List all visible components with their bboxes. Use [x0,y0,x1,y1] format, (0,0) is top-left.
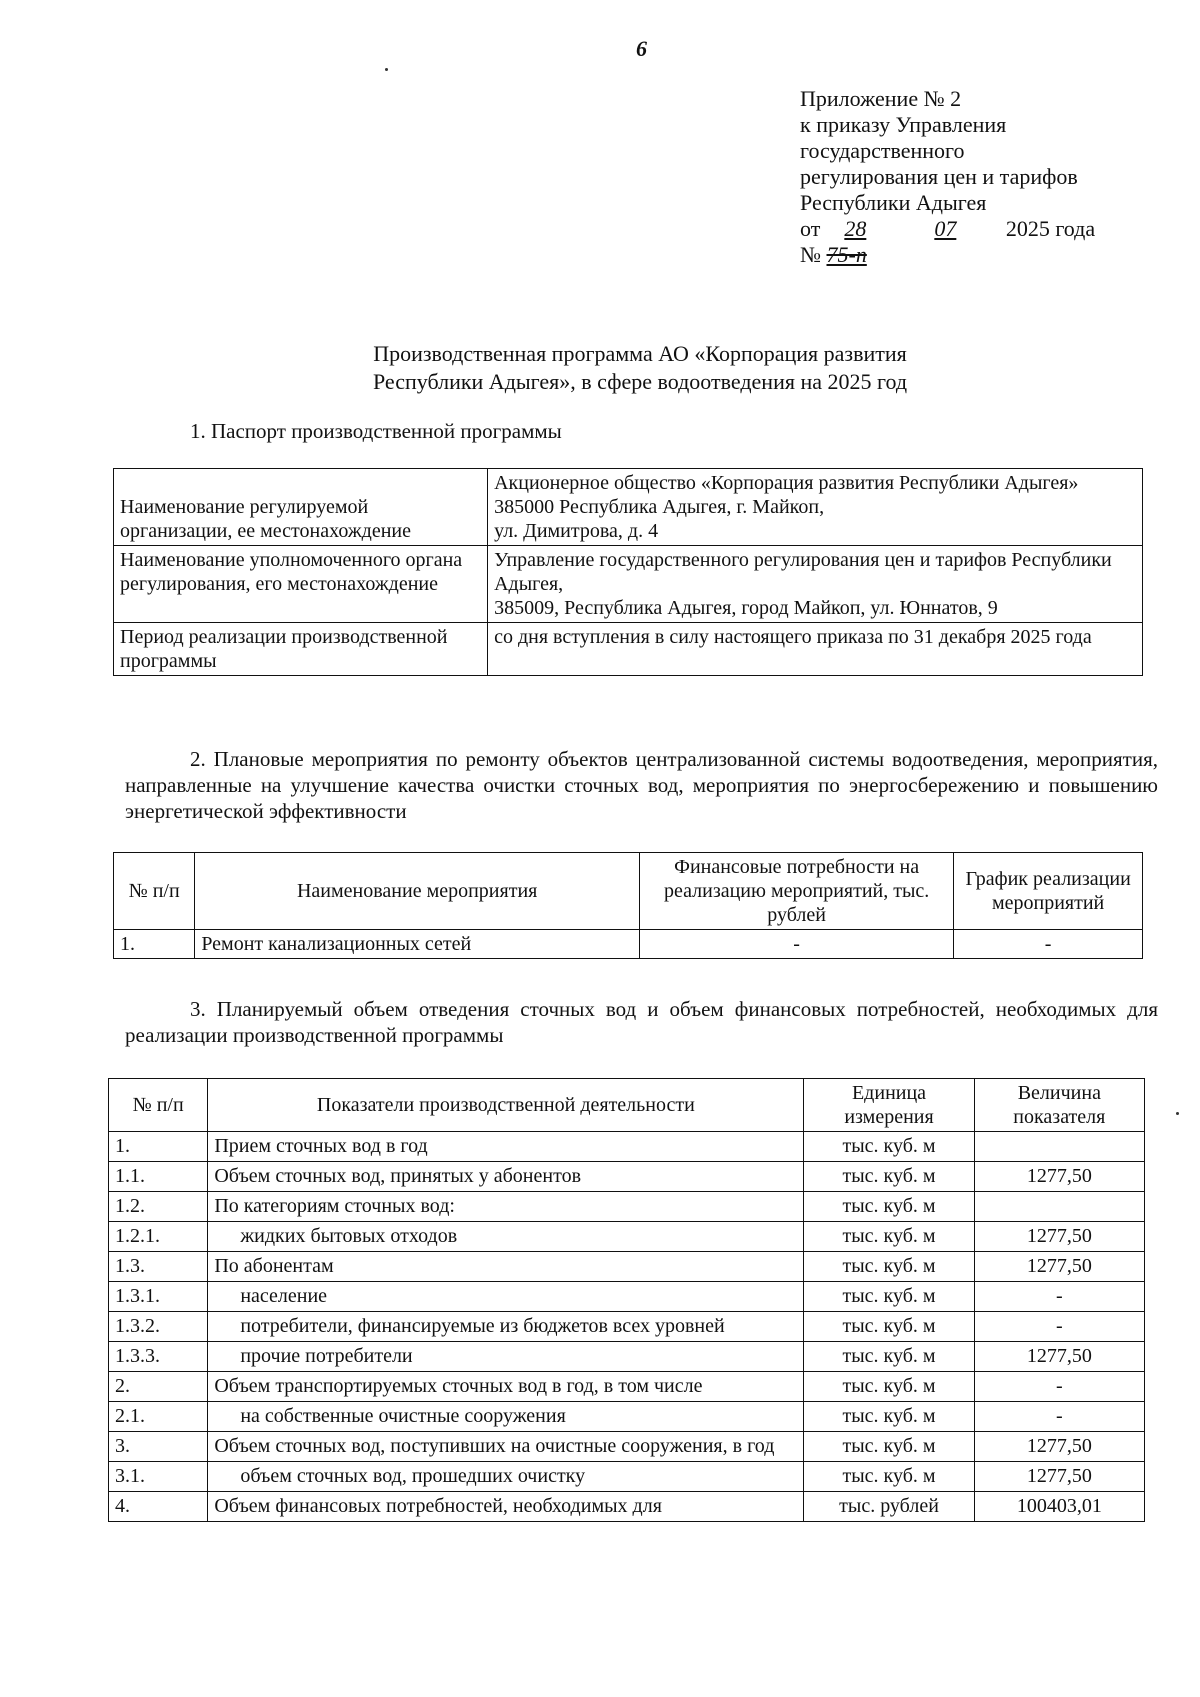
cell-num: 1.3.3. [109,1342,208,1372]
table-row [109,1282,1145,1312]
column-header: № п/п [114,853,195,930]
passport-value [488,546,1143,623]
table-row [109,1492,1145,1522]
appendix-line: регулирования цен и тарифов [800,164,1078,189]
cell-name: Объем сточных вод, поступивших на очистные сооружения, в год [208,1432,804,1462]
cell-name: По категориям сточных вод: [208,1192,804,1222]
appendix-line: Приложение № 2 [800,86,962,111]
cell-value: - [974,1402,1144,1432]
cell-value: - [974,1312,1144,1342]
cell-name: потребители, финансируемые из бюджетов всех уровней [208,1312,804,1342]
table-row [114,546,1143,623]
cell-name: прочие потребители [208,1342,804,1372]
scan-speck [1176,1112,1179,1115]
cell-name: жидких бытовых отходов [208,1222,804,1252]
passport-value: со дня вступления в силу настоящего приказа по 31 декабря 2025 года [488,623,1143,676]
cell-unit: тыс. куб. м [804,1432,974,1462]
table-row [114,623,1143,676]
column-header: № п/п [109,1079,208,1132]
value-line: 385009, Республика Адыгея, город Майкоп, ул. Юннатов, 9 [494,597,998,619]
cell-value [974,1192,1144,1222]
cell-num: 2. [109,1372,208,1402]
cell-num: 3.1. [109,1462,208,1492]
table-row [109,1312,1145,1342]
passport-key: Наименование уполномоченного органа регулирования, его местонахождение [114,546,488,623]
cell-num: 3. [109,1432,208,1462]
cell-unit: тыс. куб. м [804,1282,974,1312]
cell-num: 1.2.1. [109,1222,208,1252]
cell-value: 1277,50 [974,1162,1144,1192]
table-row [109,1402,1145,1432]
appendix-date [800,216,1095,242]
cell-name: Ремонт канализационных сетей [195,930,640,959]
section3-heading: 3. Планируемый объем отведения сточных вод и объем финансовых потребностей, необходимых для реализации производственной программы [125,997,1158,1047]
number-prefix: № [800,242,821,267]
cell-unit: тыс. куб. м [804,1162,974,1192]
table-header-row [109,1079,1145,1132]
cell-num: 1. [114,930,195,959]
handwritten-month: 07 [934,216,957,241]
cell-name: Прием сточных вод в год [208,1132,804,1162]
cell-value: 1277,50 [974,1432,1144,1462]
table-row [109,1132,1145,1162]
cell-num: 1.2. [109,1192,208,1222]
cell-num: 1. [109,1132,208,1162]
cell-schedule: - [954,930,1143,959]
handwritten-day: 28 [844,216,867,241]
passport-key: Наименование регулируемой организации, ее местонахождение [114,469,488,546]
passport-table [113,468,1143,676]
cell-name: Объем сточных вод, принятых у абонентов [208,1162,804,1192]
cell-value: 1277,50 [974,1462,1144,1492]
appendix-line: государственного [800,138,965,163]
passport-value [488,469,1143,546]
cell-num: 4. [109,1492,208,1522]
cell-value: 1277,50 [974,1222,1144,1252]
handwritten-number: 75-п [826,242,867,267]
cell-num: 1.3. [109,1252,208,1282]
title-line: Производственная программа АО «Корпорация развития [373,341,907,366]
title-line: Республики Адыгея», в сфере водоотведения на 2025 год [372,369,908,394]
cell-unit: тыс. куб. м [804,1312,974,1342]
cell-value: - [974,1372,1144,1402]
scan-speck [385,68,388,71]
cell-unit: тыс. куб. м [804,1132,974,1162]
table-row [114,930,1143,959]
cell-num: 1.3.2. [109,1312,208,1342]
date-prefix: от [800,216,821,241]
date-suffix: 2025 года [1005,216,1096,241]
section2-heading: 2. Плановые мероприятия по ремонту объектов централизованной системы водоотведения, мероприятия, направленные на улучшение качества очистки сточных вод, мероприятия по энергосбережению и повышению энергетической эффективности [125,747,1158,823]
cell-num: 2.1. [109,1402,208,1432]
table-row [109,1252,1145,1282]
appendix-number [800,242,1095,268]
cell-finance: - [640,930,954,959]
table-row [109,1462,1145,1492]
cell-unit: тыс. куб. м [804,1462,974,1492]
table-header-row [114,853,1143,930]
cell-name: население [208,1282,804,1312]
cell-unit: тыс. куб. м [804,1192,974,1222]
cell-value [974,1132,1144,1162]
table-row [109,1432,1145,1462]
value-line: Акционерное общество «Корпорация развития Республики Адыгея» [494,472,1079,494]
cell-unit: тыс. куб. м [804,1402,974,1432]
table-row [109,1162,1145,1192]
cell-unit: тыс. куб. м [804,1372,974,1402]
column-header: Единица измерения [804,1079,974,1132]
table-row [109,1222,1145,1252]
appendix-block [800,86,1095,268]
value-line: 385000 Республика Адыгея, г. Майкоп, [494,496,825,518]
page-number: 6 [636,36,647,61]
passport-key: Период реализации производственной программы [114,623,488,676]
cell-name: на собственные очистные сооружения [208,1402,804,1432]
document-title [260,340,1020,396]
cell-value: 100403,01 [974,1492,1144,1522]
cell-unit: тыс. куб. м [804,1252,974,1282]
cell-unit: тыс. куб. м [804,1222,974,1252]
cell-unit: тыс. куб. м [804,1342,974,1372]
table-row [109,1342,1145,1372]
column-header: График реализации мероприятий [954,853,1143,930]
appendix-line: к приказу Управления [800,112,1007,137]
section1-heading: 1. Паспорт производственной программы [190,419,562,443]
value-line: ул. Димитрова, д. 4 [494,520,659,542]
cell-value: 1277,50 [974,1252,1144,1282]
table-row [114,469,1143,546]
cell-name: По абонентам [208,1252,804,1282]
cell-name: Объем транспортируемых сточных вод в год, в том числе [208,1372,804,1402]
column-header: Финансовые потребности на реализацию мероприятий, тыс. рублей [640,853,954,930]
cell-num: 1.1. [109,1162,208,1192]
cell-unit: тыс. рублей [804,1492,974,1522]
column-header: Наименование мероприятия [195,853,640,930]
value-line: Управление государственного регулирования цен и тарифов Республики Адыгея, [494,549,1112,595]
cell-num: 1.3.1. [109,1282,208,1312]
table-row [109,1372,1145,1402]
appendix-line: Республики Адыгея [800,190,987,215]
volumes-table [108,1078,1145,1522]
cell-name: объем сточных вод, прошедших очистку [208,1462,804,1492]
column-header: Показатели производственной деятельности [208,1079,804,1132]
cell-name: Объем финансовых потребностей, необходимых для [208,1492,804,1522]
cell-value: 1277,50 [974,1342,1144,1372]
cell-value: - [974,1282,1144,1312]
column-header: Величина показателя [974,1079,1144,1132]
table-row [109,1192,1145,1222]
measures-table [113,852,1143,959]
